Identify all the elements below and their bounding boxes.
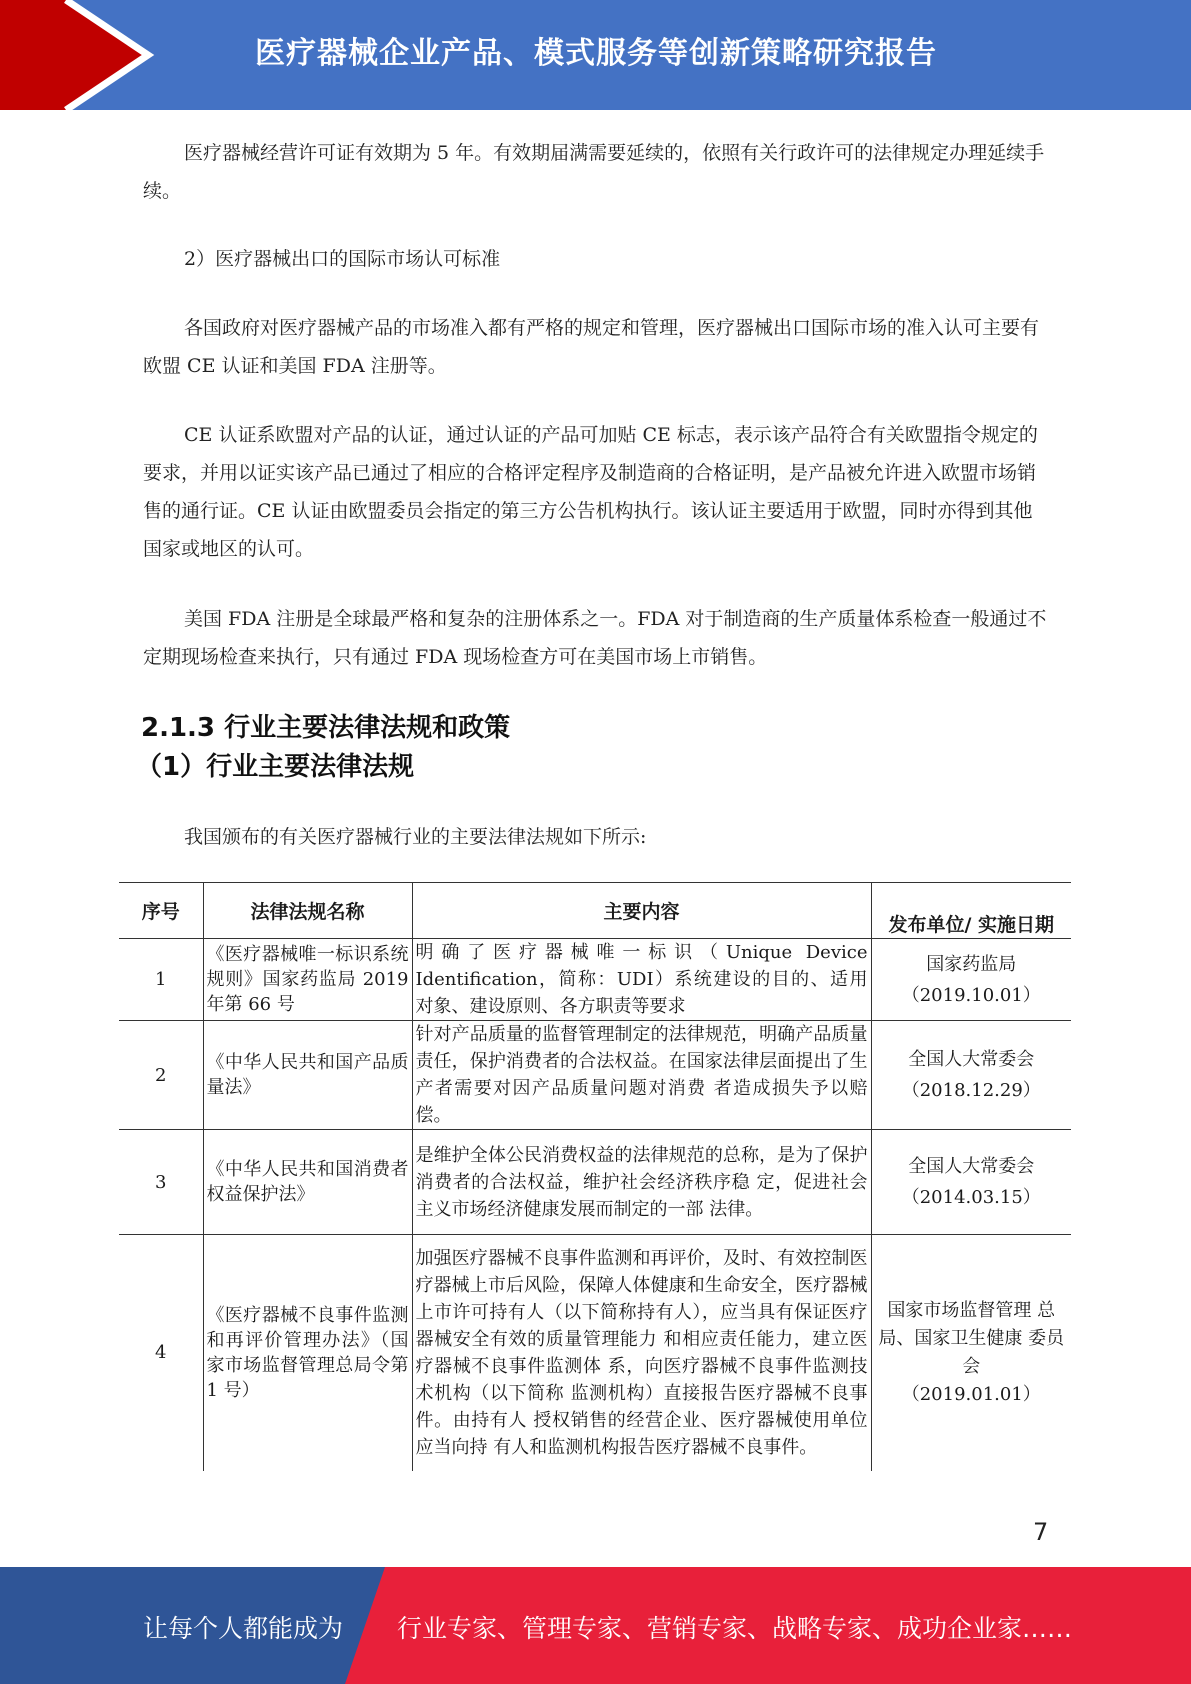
table-row bbox=[119, 1021, 1071, 1130]
table-row bbox=[119, 1235, 1071, 1471]
header-issuer-date: 发布单位/ 实施日期 bbox=[871, 883, 1071, 939]
header-main-content: 主要内容 bbox=[412, 883, 871, 939]
row-issuer: 国家市场监督管理 总局、国家卫生健康 委员会 bbox=[878, 1299, 1065, 1377]
row-issuer-date bbox=[871, 1021, 1071, 1130]
section-heading-2-1-3: 2.1.3 行业主要法律法规和政策 bbox=[141, 713, 511, 743]
row-content: 针对产品质量的监督管理制定的法律规范，明确产品质量责任，保护消费者的合法权益。在国家法律层面提出了生产者需要对因产品质量问题对消费 者造成损失予以赔偿。 bbox=[412, 1021, 871, 1130]
table-header-row bbox=[119, 883, 1071, 939]
table-row bbox=[119, 939, 1071, 1021]
table-row bbox=[119, 1130, 1071, 1235]
row-content: 是维护全体公民消费权益的法律规范的总称，是为了保护消费者的合法权益，维护社会经济秩序稳 定，促进社会主义市场经济健康发展而制定的一部 法律。 bbox=[412, 1130, 871, 1235]
header-title: 医疗器械企业产品、模式服务等创新策略研究报告 bbox=[255, 36, 937, 71]
row-issuer-date bbox=[871, 1235, 1071, 1471]
row-issuer: 国家药监局 bbox=[926, 953, 1017, 975]
paragraph-table-intro: 我国颁布的有关医疗器械行业的主要法律法规如下所示: bbox=[184, 826, 647, 848]
header-red-arrow bbox=[0, 0, 148, 110]
header-number: 序号 bbox=[119, 883, 203, 939]
header-law-name: 法律法规名称 bbox=[203, 883, 412, 939]
row-number: 2 bbox=[119, 1021, 203, 1130]
page-footer bbox=[0, 1567, 1191, 1684]
paragraph-fda-registration: 美国 FDA 注册是全球最严格和复杂的注册体系之一。FDA 对于制造商的生产质量体系检查一般通过不定期现场检查来执行，只有通过 FDA 现场检查方可在美国市场上市销售。 bbox=[143, 608, 1047, 668]
laws-table bbox=[119, 882, 1071, 1471]
row-issuer: 全国人大常委会 bbox=[908, 1156, 1035, 1177]
row-number: 1 bbox=[119, 939, 203, 1021]
row-date: （2019.01.01） bbox=[901, 1383, 1041, 1405]
page-number: 7 bbox=[1033, 1518, 1049, 1546]
row-law-name: 《医疗器械不良事件监测和再评价管理办法》（国家市场监督管理总局令第 1 号） bbox=[203, 1235, 412, 1471]
row-law-name: 《医疗器械唯一标识系统规则》国家药监局 2019 年第 66 号 bbox=[203, 939, 412, 1021]
row-law-name: 《中华人民共和国产品质量法》 bbox=[203, 1021, 412, 1130]
row-date: （2019.10.01） bbox=[901, 984, 1041, 1006]
row-law-name: 《中华人民共和国消费者权益保护法》 bbox=[203, 1130, 412, 1235]
row-number: 3 bbox=[119, 1130, 203, 1235]
subsection-heading-laws: （1）行业主要法律法规 bbox=[136, 752, 415, 782]
row-content: 明确了医疗器械唯一标识（Unique Device Identification，简称：UDI）系统建设的目的、适用 对象、建设原则、各方职责等要求 bbox=[412, 939, 871, 1021]
row-issuer: 全国人大常委会 bbox=[908, 1049, 1035, 1070]
row-date: （2018.12.29） bbox=[901, 1080, 1041, 1101]
row-issuer-date bbox=[871, 939, 1071, 1021]
row-date: （2014.03.15） bbox=[901, 1187, 1041, 1208]
row-number: 4 bbox=[119, 1235, 203, 1471]
footer-slogan-right: 行业专家、管理专家、营销专家、战略专家、成功企业家…… bbox=[397, 1614, 1073, 1643]
row-issuer-date bbox=[871, 1130, 1071, 1235]
paragraph-market-access: 各国政府对医疗器械产品的市场准入都有严格的规定和管理，医疗器械出口国际市场的准入认可主要有欧盟 CE 认证和美国 FDA 注册等。 bbox=[143, 317, 1040, 377]
subheading-export-standards: 2）医疗器械出口的国际市场认可标准 bbox=[184, 248, 501, 270]
paragraph-ce-certification: CE 认证系欧盟对产品的认证，通过认证的产品可加贴 CE 标志，表示该产品符合有关欧盟指令规定的要求，并用以证实该产品已通过了相应的合格评定程序及制造商的合格证明，是产品被允许进入欧盟市场销售的通行证。CE 认证由欧盟委员会指定的第三方公告机构执行。该认证主要适用于欧盟，同时亦得到其他国家或地区的认可。 bbox=[143, 424, 1038, 560]
footer-slogan-left: 让每个人都能成为 bbox=[143, 1614, 344, 1643]
page-header bbox=[0, 0, 1191, 110]
row-content: 加强医疗器械不良事件监测和再评价，及时、有效控制医疗器械上市后风险，保障人体健康和生命安全，医疗器械上市许可持有人（以下简称持有人），应当具有保证医疗器械安全有效的质量管理能力 和相应责任能力，建立医疗器械不良事件监测体 系，向医疗器械不良事件监测技术机构（以下简称 监测机构）直接报告医疗器械不良事件。由持有人 授权销售的经营企业、医疗器械使用单位应当向持 有人和监测机构报告医疗器械不良事件。 bbox=[412, 1235, 871, 1471]
paragraph-license-validity: 医疗器械经营许可证有效期为 5 年。有效期届满需要延续的，依照有关行政许可的法律规定办理延续手续。 bbox=[143, 142, 1045, 202]
